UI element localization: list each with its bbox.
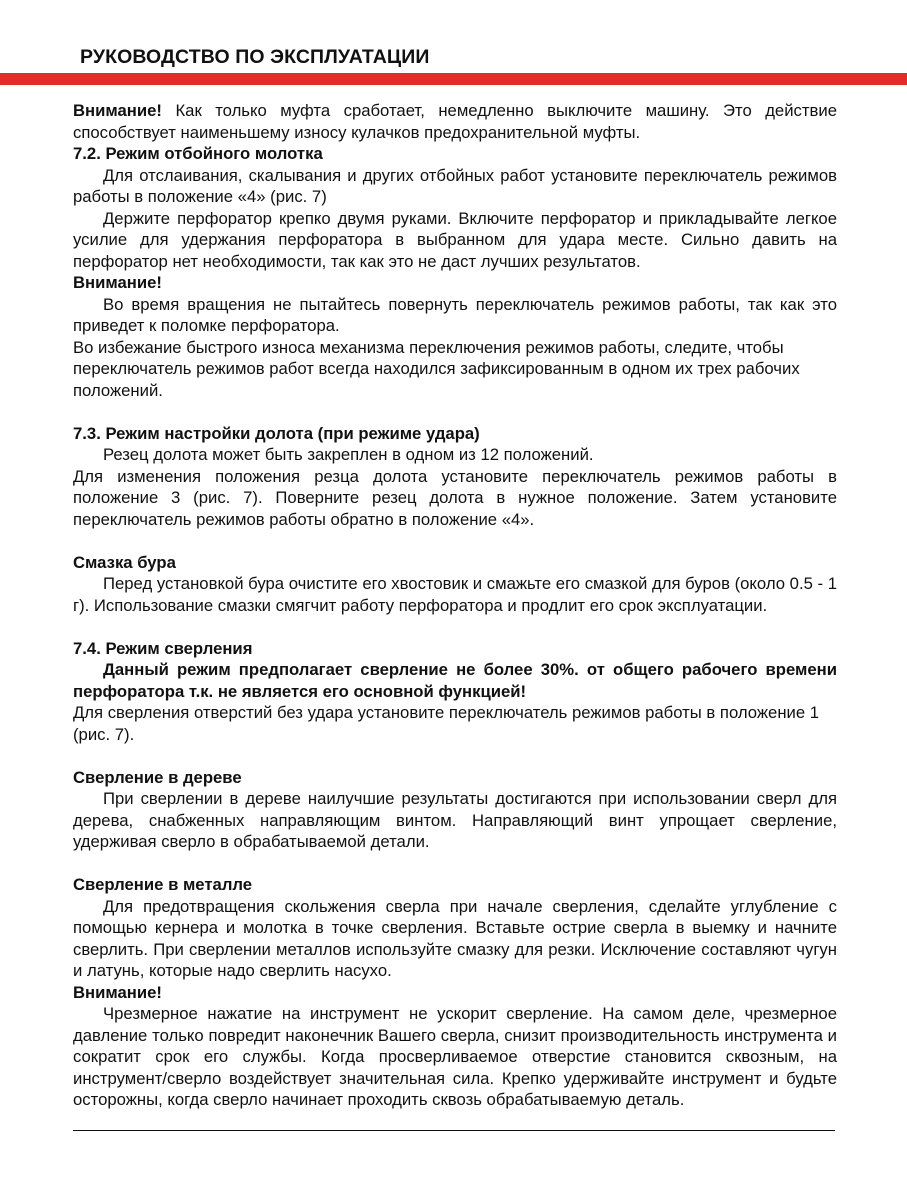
- paragraph-do-not-switch: Во время вращения не пытайтесь повернуть переключатель режимов работы, так как это приведет к поломке перфоратора.: [73, 294, 837, 335]
- header-accent-band: [0, 73, 907, 85]
- warning-lead: Внимание!: [73, 101, 162, 120]
- paragraph-chipping-mode: Для отслаивания, скалывания и других отбойных работ установите переключатель режимов работы в положение «4» (рис. 7): [73, 165, 837, 206]
- paragraph-hold-firmly: Держите перфоратор крепко двумя руками. Включите перфоратор и прикладывайте легкое усилие для удержания перфоратора в выбранном для удара месте. Сильно давить на перфоратор нет необходимости, так как это не даст лучших результатов.: [73, 208, 837, 271]
- section-heading-lubrication: Смазка бура: [73, 552, 176, 572]
- paragraph-chisel-positions: Резец долота может быть закреплен в одном из 12 положений.: [103, 445, 594, 464]
- manual-body: [73, 100, 837, 1111]
- section-heading-7-3: 7.3. Режим настройки долота (при режиме удара): [73, 423, 480, 443]
- section-heading-7-4: 7.4. Режим сверления: [73, 638, 253, 658]
- paragraph-excessive-pressure: Чрезмерное нажатие на инструмент не ускорит сверление. На самом деле, чрезмерное давление только повредит наконечник Вашего сверла, снизит производительность инструмента и сократит срок его службы. Когда просверливаемое отверстие становится сквозным, на инструмент/сверло воздействует значительная сила. Крепко удерживайте инструмент и будьте осторожны, когда сверло начинает проходить сквозь обрабатываемую деталь.: [73, 1004, 837, 1109]
- clutch-warning-paragraph: [73, 100, 837, 143]
- paragraph-lubrication: Перед установкой бура очистите его хвостовик и смажьте его смазкой для буров (около 0.5 - 1 г). Использование смазки смягчит работу перфоратора и продлит его срок эксплуатации.: [73, 574, 837, 615]
- section-heading-wood: Сверление в дереве: [73, 767, 242, 787]
- paragraph-switch-fixed: Во избежание быстрого износа механизма переключения режимов работы, следите, чтобы переключатель режимов работ всегда находился зафиксированным в одном их трех рабочих положений.: [73, 337, 800, 400]
- page-header-title: РУКОВОДСТВО ПО ЭКСПЛУАТАЦИИ: [80, 46, 430, 68]
- warning-heading: Внимание!: [73, 982, 162, 1002]
- paragraph-metal-drilling: Для предотвращения скольжения сверла при начале сверления, сделайте углубление с помощью кернера и молотка в точке сверления. Вставьте острие сверла в выемку и начните сверлить. При сверлении металлов используйте смазку для резки. Исключение составляют чугун и латунь, которые надо сверлить насухо.: [73, 896, 837, 980]
- paragraph-wood-drilling: При сверлении в дереве наилучшие результаты достигаются при использовании сверл для дерева, снабженных направляющим винтом. Направляющий винт упрощает сверление, удерживая сверло в обрабатываемой детали.: [73, 789, 837, 851]
- footer-rule: [73, 1130, 835, 1131]
- paragraph-chisel-adjust: Для изменения положения резца долота установите переключатель режимов работы в положение 3 (рис. 7). Поверните резец долота в нужное положение. Затем установите переключатель режимов работы обратно в положение «4».: [73, 466, 837, 529]
- paragraph-drilling-setting: Для сверления отверстий без удара установите переключатель режимов работы в положение 1 (рис. 7).: [73, 703, 820, 744]
- section-heading-7-2: 7.2. Режим отбойного молотка: [73, 144, 323, 163]
- section-heading-metal: Сверление в металле: [73, 875, 253, 894]
- warning-text: Как только муфта сработает, немедленно выключите машину. Это действие способствует наименьшему износу кулачков предохранительной муфты.: [73, 101, 837, 142]
- warning-heading: Внимание!: [73, 273, 162, 292]
- paragraph-drilling-limit: Данный режим предполагает сверление не более 30%. от общего рабочего времени перфоратора т.к. не является его основной функцией!: [73, 660, 837, 701]
